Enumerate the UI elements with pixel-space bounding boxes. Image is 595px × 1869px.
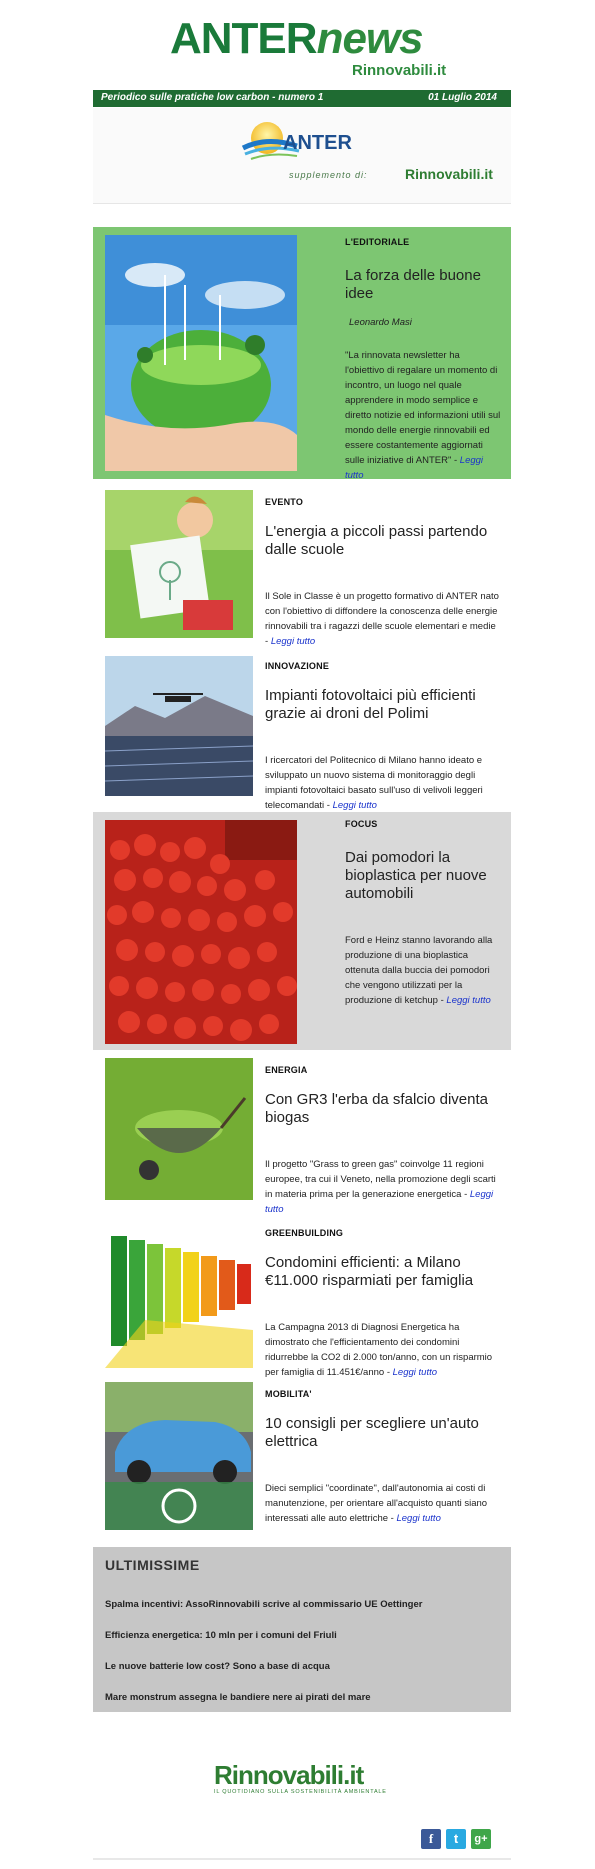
article-category: L'EDITORIALE <box>345 237 410 247</box>
article-body <box>265 589 501 649</box>
article-body-text: Dieci semplici "coordinate", dall'autonomia ai costi di manutenzione, per orientare all'acquisto quanti siano interessati alle auto elettriche - <box>265 1483 488 1524</box>
read-more-link[interactable]: Leggi tutto <box>396 1513 441 1524</box>
read-more-link[interactable]: Leggi tutto <box>332 800 377 811</box>
ultimissime-title: ULTIMISSIME <box>105 1557 200 1573</box>
issue-bar <box>93 90 511 107</box>
article-innovazione <box>93 656 511 812</box>
article-headline[interactable]: Con GR3 l'erba da sfalcio diventa biogas <box>265 1091 488 1126</box>
google-plus-icon[interactable]: g+ <box>471 1829 491 1849</box>
article-body-text: Ford e Heinz stanno lavorando alla produzione di una bioplastica ottenuta dalla buccia dei pomodori che vengono utilizzati per la produzione di ketchup - <box>345 935 493 1006</box>
article-body <box>265 1481 501 1526</box>
anter-header <box>93 108 511 204</box>
article-image[interactable] <box>105 820 297 1044</box>
article-body-text: Il Sole in Classe è un progetto formativo di ANTER nato con l'obiettivo di diffondere la conoscenza delle energie rinnovabili tra i ragazzi delle scuole elementari e medie - <box>265 591 499 647</box>
read-more-link[interactable]: Leggi tutto <box>270 636 316 647</box>
article-category: INNOVAZIONE <box>265 661 330 671</box>
article-headline[interactable]: 10 consigli per scegliere un'auto elettrica <box>265 1415 479 1450</box>
article-headline[interactable]: Impianti fotovoltaici più efficienti grazie ai droni del Polimi <box>265 687 476 722</box>
footer-brand: Rinnovabili.it <box>214 1760 364 1790</box>
supplement-brand[interactable]: Rinnovabili.it <box>405 166 493 182</box>
article-evento <box>93 490 511 650</box>
newsletter-logo[interactable] <box>170 14 423 64</box>
article-body-text: Il progetto "Grass to green gas" coinvolge 11 regioni europee, tra cui il Veneto, nella promozione degli scarti in materia prima per la generazione energetica - <box>265 1159 496 1200</box>
read-more-link[interactable]: Leggi tutto <box>446 995 491 1006</box>
article-mobilita <box>93 1382 511 1542</box>
anter-logo-text: ANTER <box>283 132 352 154</box>
article-body <box>345 933 501 1008</box>
article-image[interactable] <box>105 490 253 638</box>
logo-title-main: ANTER <box>170 14 317 63</box>
article-body <box>265 753 501 813</box>
article-body <box>265 1320 501 1380</box>
article-editoriale <box>93 227 511 479</box>
article-headline[interactable]: Dai pomodori la bioplastica per nuove automobili <box>345 849 487 902</box>
read-more-link[interactable]: Leggi tutto <box>345 455 484 481</box>
article-focus <box>93 812 511 1050</box>
news-link[interactable]: Mare monstrum assegna le bandiere nere ai pirati del mare <box>105 1692 371 1703</box>
ultimissime-section <box>93 1547 511 1712</box>
news-link[interactable]: Spalma incentivi: AssoRinnovabili scrive al commissario UE Oettinger <box>105 1599 423 1610</box>
masthead <box>0 0 595 90</box>
article-category: ENERGIA <box>265 1065 308 1075</box>
article-image[interactable] <box>105 1220 253 1368</box>
article-category: GREENBUILDING <box>265 1228 344 1238</box>
article-body-text: "La rinnovata newsletter ha l'obiettivo di regalare un momento di incontro, un luogo nel quale apprendere in modo semplice e diretto notizie ed informazioni utili sul mondo delle energie rinnovabili ed essere costantemente aggiornati sulle iniziative di ANTER" - <box>345 350 501 466</box>
issue-date: 01 Luglio 2014 <box>428 92 497 103</box>
article-image[interactable] <box>105 235 297 471</box>
article-energia <box>93 1058 511 1216</box>
read-more-link[interactable]: Leggi tutto <box>392 1367 438 1378</box>
article-body <box>345 348 501 483</box>
article-category: MOBILITA' <box>265 1389 312 1399</box>
article-headline[interactable]: Condomini efficienti: a Milano €11.000 risparmiati per famiglia <box>265 1254 474 1289</box>
news-link[interactable]: Efficienza energetica: 10 mln per i comuni del Friuli <box>105 1630 337 1641</box>
article-headline[interactable]: La forza delle buone idee <box>345 267 481 302</box>
article-body <box>265 1157 501 1217</box>
article-body-text: I ricercatori del Politecnico di Milano hanno ideato e sviluppato un nuovo sistema di monitoraggio degli impianti fotovoltaici basato sull'uso di velivoli leggeri telecomandati - <box>265 755 483 811</box>
issue-description: Periodico sulle pratiche low carbon - numero 1 <box>101 92 324 103</box>
twitter-icon[interactable]: t <box>446 1829 466 1849</box>
facebook-icon[interactable]: f <box>421 1829 441 1849</box>
footer-tagline: IL QUOTIDIANO SULLA SOSTENIBILITÀ AMBIENTALE <box>214 1789 387 1795</box>
supplement-label: supplemento di: <box>289 170 368 180</box>
article-category: FOCUS <box>345 819 378 829</box>
article-image[interactable] <box>105 1058 253 1200</box>
article-greenbuilding <box>93 1220 511 1382</box>
article-body-text: La Campagna 2013 di Diagnosi Energetica ha dimostrato che l'efficientamento dei condomini ridurrebbe la CO2 di 2.000 ton/anno, con un risparmio per famiglia di 11.451€/anno - <box>265 1322 493 1378</box>
footer-logo[interactable] <box>214 1760 387 1795</box>
article-image[interactable] <box>105 1382 253 1530</box>
footer-divider <box>93 1858 511 1860</box>
article-headline[interactable]: L'energia a piccoli passi partendo dalle scuole <box>265 523 488 558</box>
logo-title-news: news <box>316 14 423 63</box>
article-author: Leonardo Masi <box>349 317 412 328</box>
anter-logo[interactable] <box>237 118 357 168</box>
read-more-link[interactable]: Leggi tutto <box>265 1189 494 1215</box>
article-category: EVENTO <box>265 497 304 507</box>
logo-subtitle: Rinnovabili.it <box>352 62 447 79</box>
article-image[interactable] <box>105 656 253 796</box>
news-link[interactable]: Le nuove batterie low cost? Sono a base di acqua <box>105 1661 330 1672</box>
